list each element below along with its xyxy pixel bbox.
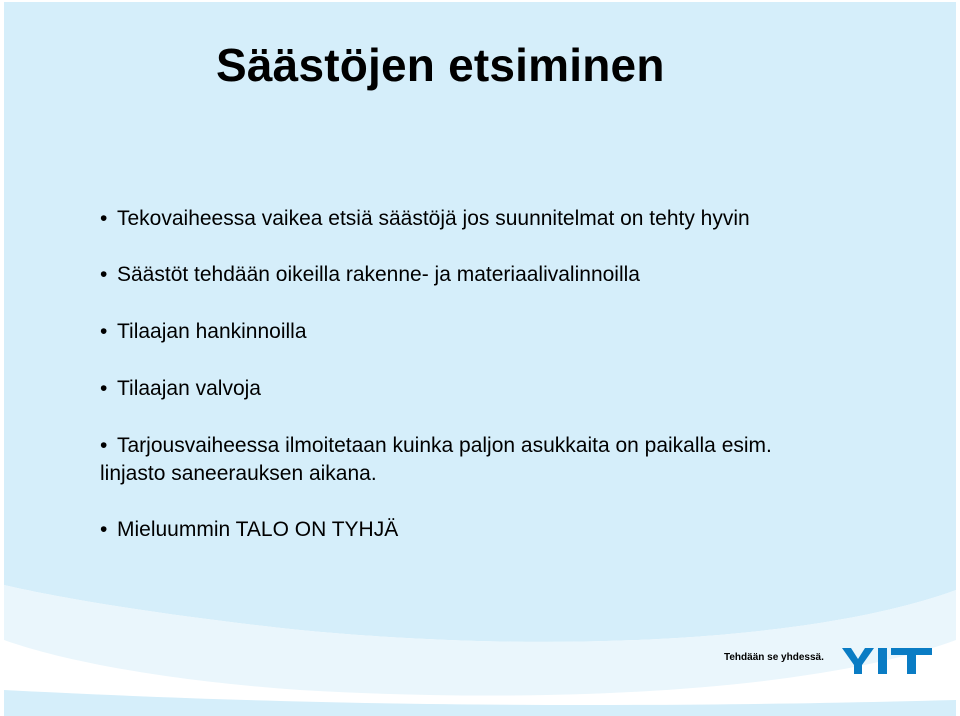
bullet-dot: • [100, 434, 108, 457]
bullet-text: Tilaajan hankinnoilla [117, 320, 307, 343]
slide-title: Säästöjen etsiminen [216, 39, 665, 91]
footer-tagline: Tehdään se yhdessä. [724, 652, 824, 663]
bullet-text: linjasto saneerauksen aikana. [100, 462, 377, 485]
bullet-dot: • [100, 207, 108, 230]
bullet-text: Tarjousvaiheessa ilmoitetaan kuinka paljon asukkaita on paikalla esim. [117, 434, 772, 457]
bullet-item [100, 374, 261, 404]
bullet-text: Tekovaiheessa vaikea etsiä säästöjä jos suunnitelmat on tehty hyvin [117, 207, 750, 230]
bullet-item [100, 431, 772, 461]
yit-logo [842, 646, 934, 676]
bullet-item [100, 260, 640, 290]
bullet-dot: • [100, 263, 108, 286]
bullet-dot: • [100, 518, 108, 541]
bullet-dot: • [100, 377, 108, 400]
bullet-continuation [100, 459, 377, 489]
bullet-text: Mieluummin TALO ON TYHJÄ [117, 518, 399, 541]
bullet-dot: • [100, 320, 108, 343]
bullet-item [100, 317, 307, 347]
bullet-text: Tilaajan valvoja [117, 377, 261, 400]
bullet-item [100, 515, 398, 545]
bullet-item [100, 204, 750, 234]
bullet-text: Säästöt tehdään oikeilla rakenne- ja materiaalivalinnoilla [117, 263, 640, 286]
